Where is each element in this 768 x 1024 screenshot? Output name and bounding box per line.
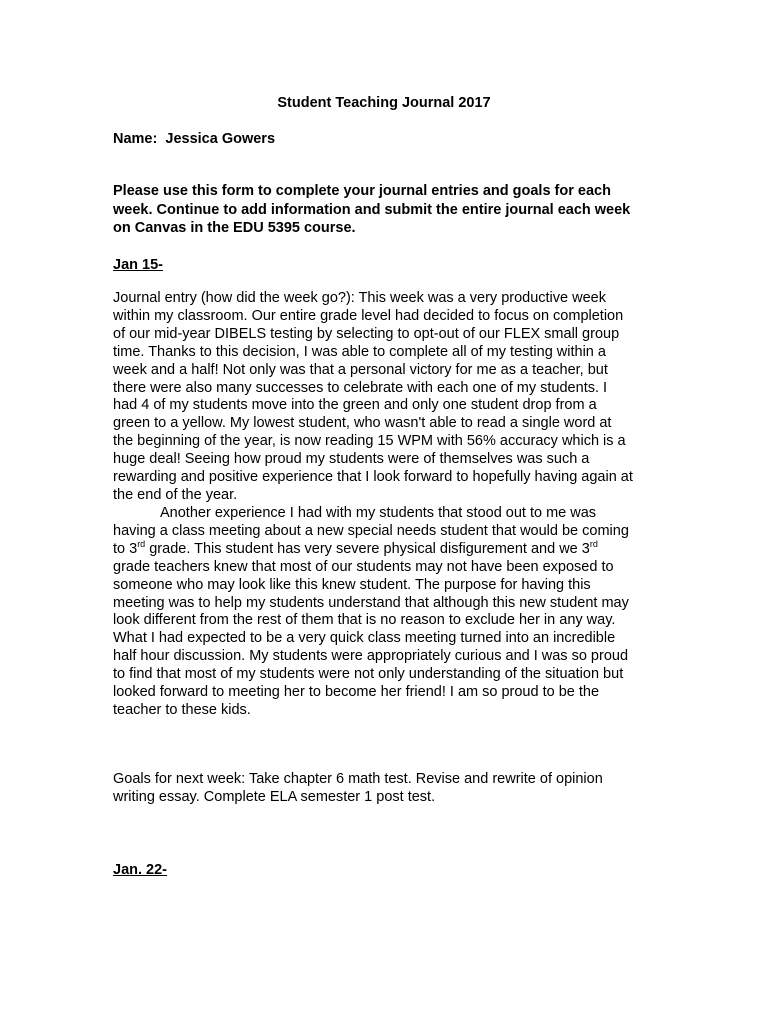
text-line: look different from the rest of them that is no reason to exclude her in any way. bbox=[113, 612, 616, 629]
instructions-line: Please use this form to complete your journal entries and goals for each bbox=[113, 183, 611, 199]
document-title: Student Teaching Journal 2017 bbox=[277, 95, 491, 111]
instructions-line: on Canvas in the EDU 5395 course. bbox=[113, 220, 356, 236]
text-line: of our mid-year DIBELS testing by selecting to opt-out of our FLEX small group bbox=[113, 325, 620, 342]
name-label: Name: bbox=[113, 131, 158, 147]
text-line: looked forward to meeting her to become her friend! I am so proud to be the bbox=[113, 684, 600, 701]
text-fragment: to 3 bbox=[113, 540, 138, 557]
text-line: the end of the year. bbox=[113, 486, 238, 503]
text-line: week and a half! Not only was that a personal victory for me as a teacher, but bbox=[113, 361, 608, 378]
journal-entry-paragraph-2 bbox=[113, 505, 673, 720]
text-line: huge deal! Seeing how proud my students were of themselves was such a bbox=[113, 451, 590, 468]
text-line: to find that most of my students were not only understanding of the situation but bbox=[113, 666, 624, 683]
entry-heading-jan-15: Jan 15- bbox=[113, 257, 163, 273]
text-line: writing essay. Complete ELA semester 1 post test. bbox=[113, 788, 436, 805]
text-fragment: grade. This student has very severe physical disfigurement and we 3 bbox=[145, 540, 590, 557]
instructions bbox=[113, 182, 673, 238]
superscript: rd bbox=[589, 538, 598, 549]
text-line: Goals for next week: Take chapter 6 math test. Revise and rewrite of opinion bbox=[113, 771, 603, 787]
text-line: having a class meeting about a new special needs student that would be coming bbox=[113, 522, 629, 539]
text-line: Another experience I had with my students that stood out to me was bbox=[160, 505, 597, 521]
text-line: there were also many successes to celebrate with each one of my students. I bbox=[113, 379, 608, 396]
text-line: meeting was to help my students understand that although this new student may bbox=[113, 594, 629, 611]
name-line bbox=[113, 130, 275, 148]
text-line: the beginning of the year, is now reading 15 WPM with 56% accuracy which is a bbox=[113, 433, 626, 450]
text-line: time. Thanks to this decision, I was able to complete all of my testing within a bbox=[113, 343, 606, 360]
entry-heading-jan-22: Jan. 22- bbox=[113, 862, 167, 878]
text-line: grade teachers knew that most of our students may not have been exposed to bbox=[113, 558, 614, 575]
text-line: teacher to these kids. bbox=[113, 701, 251, 718]
journal-entry-paragraph bbox=[113, 290, 673, 505]
text-line-with-superscript bbox=[113, 538, 673, 559]
instructions-line: week. Continue to add information and submit the entire journal each week bbox=[113, 201, 631, 218]
text-line: Journal entry (how did the week go?): This week was a very productive week bbox=[113, 290, 606, 306]
name-value: Jessica Gowers bbox=[165, 131, 276, 147]
text-line: rewarding and positive experience that I look forward to hopefully having again at bbox=[113, 469, 633, 486]
text-line: green to a yellow. My lowest student, who wasn't able to read a single word at bbox=[113, 415, 612, 432]
text-line: someone who may look like this knew student. The purpose for having this bbox=[113, 576, 591, 593]
text-line: What I had expected to be a very quick class meeting turned into an incredible bbox=[113, 630, 616, 647]
goals-paragraph bbox=[113, 771, 673, 807]
superscript: rd bbox=[137, 538, 146, 549]
text-line: within my classroom. Our entire grade level had decided to focus on completion bbox=[113, 307, 624, 324]
text-line: half hour discussion. My students were appropriately curious and I was so proud bbox=[113, 648, 629, 665]
text-line: had 4 of my students move into the green and only one student drop from a bbox=[113, 397, 597, 414]
